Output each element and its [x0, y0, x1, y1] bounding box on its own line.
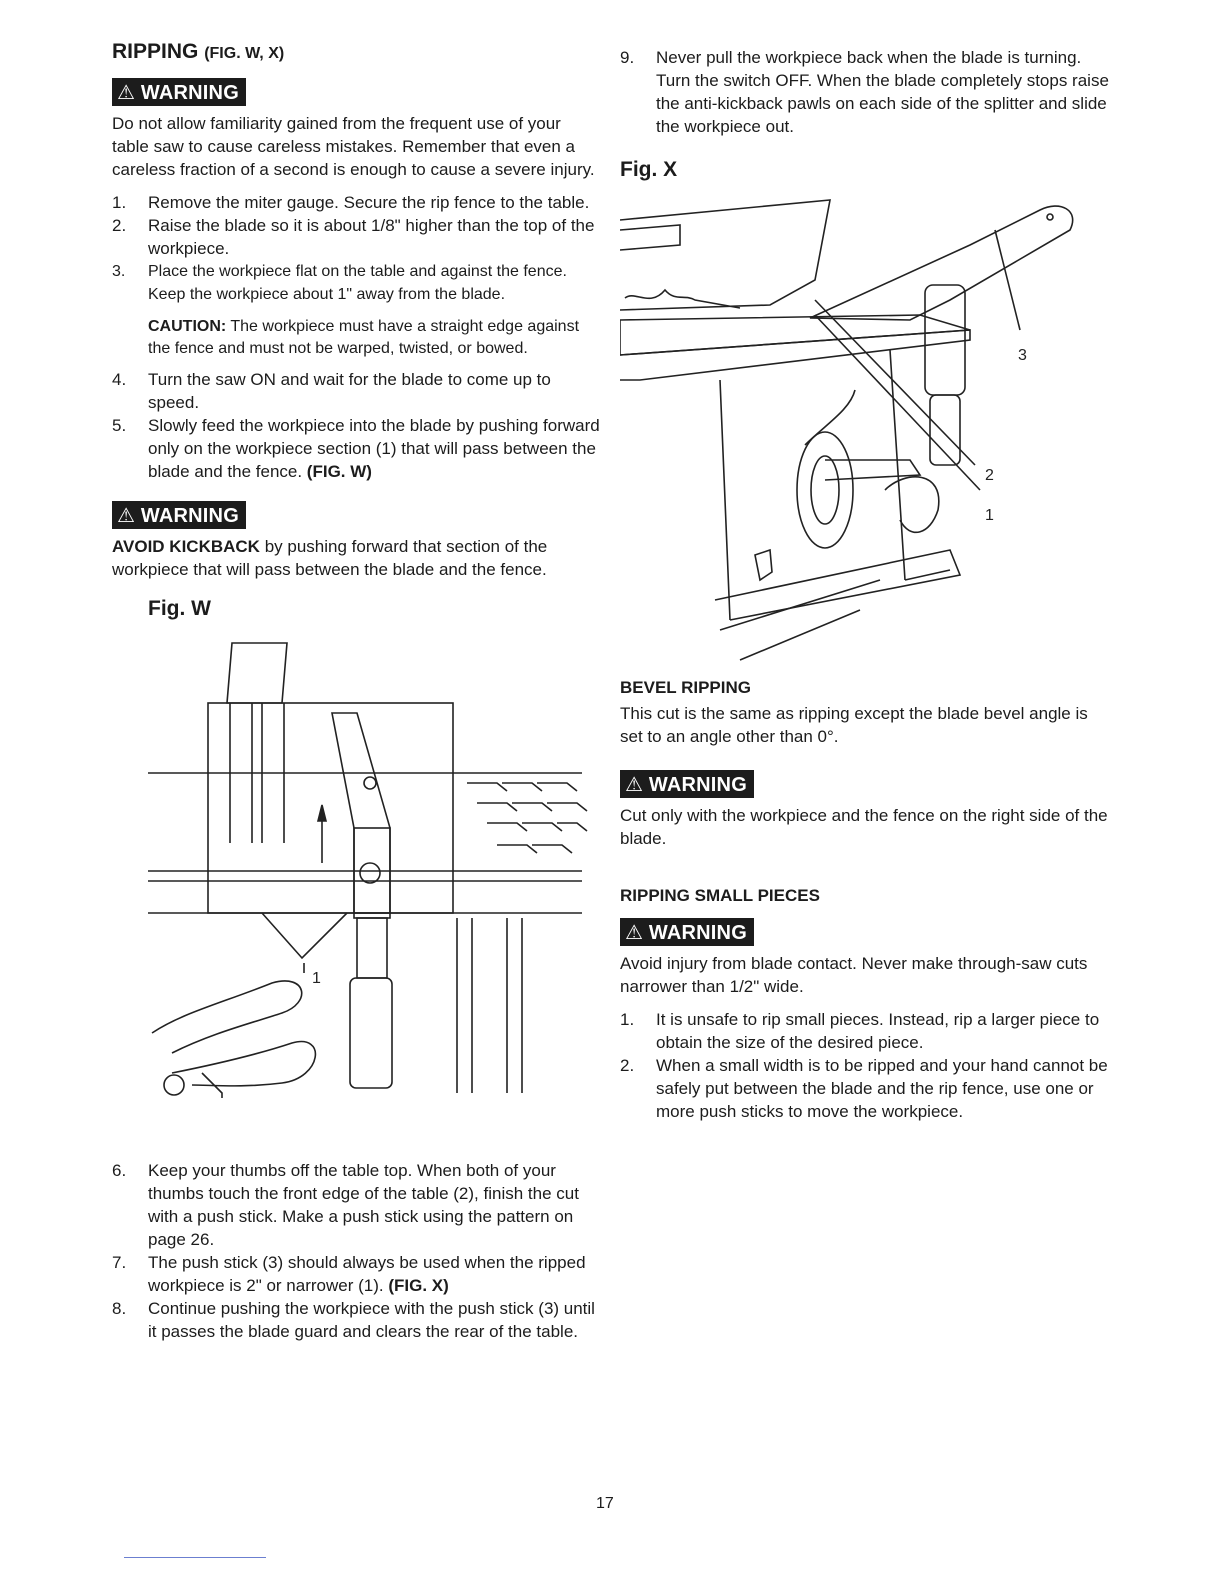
fig-x-illustration — [620, 190, 1110, 670]
list-item: 2. Raise the blade so it is about 1/8" higher than the top of the workpiece. — [112, 216, 595, 258]
list-item: 6. Keep your thumbs off the table top. When both of your thumbs touch the front edge of the table (2), finish the cut with a push stick. Make a push stick using the pattern on page 26. — [112, 1161, 579, 1249]
caution-note: CAUTION: The workpiece must have a straight edge against the fence and must not be warped, twisted, or bowed. — [148, 318, 580, 357]
bottom-rule — [124, 1557, 266, 1558]
list-item: 5. Slowly feed the workpiece into the blade by pushing forward only on the workpiece section (1) that will pass between the blade and the fence. (FIG. W) — [112, 416, 600, 481]
fig-w-callout-1: 1 — [312, 970, 321, 987]
small-warning-paragraph: Avoid injury from blade contact. Never make through-saw cuts narrower than 1/2" wide. — [620, 954, 1088, 996]
steps-list-b — [112, 368, 602, 483]
warning-badge: ⚠ WARNING — [112, 78, 246, 106]
bevel-warning-paragraph: Cut only with the workpiece and the fence on the right side of the blade. — [620, 806, 1108, 848]
bevel-paragraph: This cut is the same as ripping except the blade bevel angle is set to an angle other than 0°. — [620, 704, 1088, 746]
list-item: 9. Never pull the workpiece back when the blade is turning. Turn the switch OFF. When the blade completely stops raise the anti-kickback pawls on each side of the splitter and slide the workpiece out. — [620, 48, 1109, 136]
left-column — [112, 40, 602, 1343]
warning-badge: ⚠ WARNING — [620, 770, 754, 798]
right-column — [620, 46, 1110, 1123]
fig-w-illustration — [112, 623, 602, 1113]
fig-w-label: Fig. W — [148, 597, 211, 620]
warning-badge: ⚠ WARNING — [112, 501, 246, 529]
list-item: 1. It is unsafe to rip small pieces. Instead, rip a larger piece to obtain the size of the desired piece. — [620, 1010, 1100, 1052]
kickback-paragraph: AVOID KICKBACK by pushing forward that section of the workpiece that will pass between the blade and the fence. — [112, 537, 548, 579]
ripping-heading: RIPPING (FIG. W, X) — [112, 40, 285, 63]
ripping-small-pieces-heading: RIPPING SMALL PIECES — [620, 886, 820, 905]
warning-badge: ⚠ WARNING — [620, 918, 754, 946]
fig-x-callout-3: 3 — [1018, 347, 1027, 364]
intro-paragraph: Do not allow familiarity gained from the frequent use of your table saw to cause careless mistakes. Remember that even a careless fraction of a second is enough to cause a severe injury. — [112, 114, 595, 179]
steps-list-c — [112, 1159, 602, 1343]
list-item: 3. Place the workpiece flat on the table and against the fence. Keep the workpiece about 1" away from the blade. — [112, 263, 567, 303]
list-item: 7. The push stick (3) should always be used when the ripped workpiece is 2" or narrower (1). (FIG. X) — [112, 1253, 586, 1295]
bevel-ripping-heading: BEVEL RIPPING — [620, 678, 751, 697]
fig-x-label: Fig. X — [620, 158, 678, 181]
small-steps-list — [620, 1008, 1110, 1123]
steps-list-9 — [620, 46, 1110, 138]
steps-list-a — [112, 191, 602, 306]
list-item: 4. Turn the saw ON and wait for the blade to come up to speed. — [112, 370, 551, 412]
list-item: 1. Remove the miter gauge. Secure the rip fence to the table. — [112, 193, 590, 212]
page-number: 17 — [596, 1495, 614, 1512]
fig-x-callout-1: 1 — [985, 507, 994, 524]
list-item: 8. Continue pushing the workpiece with the push stick (3) until it passes the blade guard and clears the rear of the table. — [112, 1299, 595, 1341]
list-item: 2. When a small width is to be ripped and your hand cannot be safely put between the blade and the rip fence, use one or more push sticks to move the workpiece. — [620, 1056, 1108, 1121]
fig-x-callout-2: 2 — [985, 467, 994, 484]
